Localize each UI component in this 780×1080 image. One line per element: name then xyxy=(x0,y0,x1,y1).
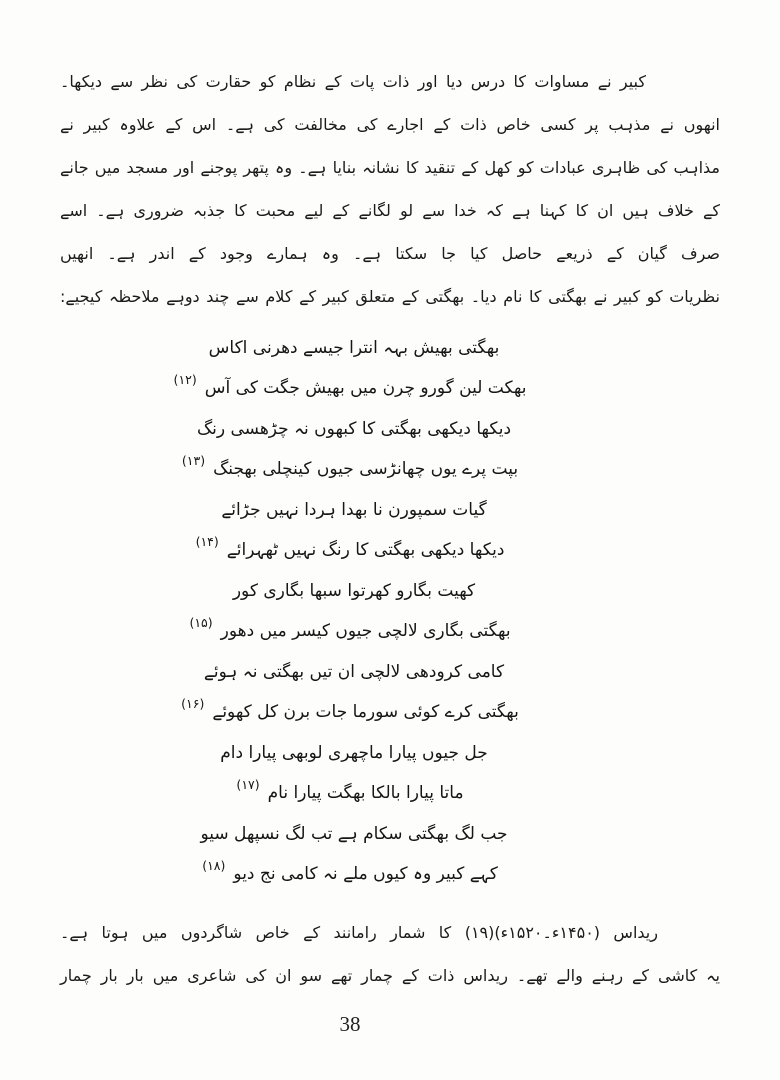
poem-text: بھگتی کرے کوئی سورما جات برن کل کھوئے xyxy=(212,702,519,722)
poem-line xyxy=(20,571,680,611)
poem-text: بھکت لین گورو چرن میں بھیش جگت کی آس xyxy=(204,378,527,398)
poem-text: بپت پرے یوں چھانڑسی جیوں کینچلی بھجنگ xyxy=(213,459,519,479)
page-content xyxy=(60,60,720,997)
verse-ref: (۱۳) xyxy=(181,453,206,468)
poem-text: بھگتی بگاری لالچی جیوں کیسر میں دھور xyxy=(220,621,511,641)
poem-line xyxy=(20,328,680,368)
verse-ref: (۱۶) xyxy=(181,696,205,711)
verse-ref: (۱۷) xyxy=(236,777,260,792)
prose-line: یہ کاشی کے رہنے والے تھے۔ ریداس ذات کے چمار تھے سو ان کی شاعری میں بار بار چمار xyxy=(60,966,720,985)
verse-ref: (۱۲) xyxy=(173,372,197,387)
poem-text: بھگتی بھیش بہہ انترا جیسے دھرنی اکاس xyxy=(208,338,500,358)
poem-text: گیات سمپورن نا بھدا ہردا نہیں جڑائے xyxy=(221,500,487,520)
poem-line xyxy=(20,368,680,409)
poem-line xyxy=(20,854,680,895)
poem-line xyxy=(20,814,680,854)
prose-line: انھوں نے مذہب پر کسی خاص ذات کے اجارے کی مخالفت کی ہے۔ اس کے علاوہ کبیر نے xyxy=(60,115,720,134)
poem-line xyxy=(20,733,680,773)
poem-text: جل جیوں پیارا ماچھری لوبھی پیارا دام xyxy=(220,743,488,763)
poem-text: ماتا پیارا بالکا بھگت پیارا نام xyxy=(267,783,464,803)
prose-line: نظریات کو کبیر نے بھگتی کا نام دیا۔ بھگتی کے متعلق کبیر کے کلام سے چند دوہے ملاحظہ کیجیے: xyxy=(60,287,721,306)
poem-text: کامی کرودھی لالچی ان تیں بھگتی نہ ہوئے xyxy=(203,662,505,682)
poem-line xyxy=(20,490,680,530)
prose-line: مذاہب کی ظاہری عبادات کو کھل کے تنقید کا نشانہ بنایا ہے۔ وہ پتھر پوجنے اور مسجد میں جانے xyxy=(60,158,720,177)
poem-text: کہے کبیر وہ کیوں ملے نہ کامی نج دیو xyxy=(233,864,498,884)
poem-line xyxy=(20,652,680,692)
page-number: 38 xyxy=(339,1012,361,1036)
paragraph-raidas xyxy=(60,911,720,997)
poem-text: جب لگ بھگتی سکام ہے تب لگ نسپھل سیو xyxy=(200,824,508,844)
poem-text: کھیت بگارو کھرتوا سبھا بگاری کور xyxy=(232,581,476,601)
poem-line xyxy=(20,409,680,449)
verse-ref: (۱۸) xyxy=(202,858,226,873)
poem-line xyxy=(20,530,680,571)
poem-text: دیکھا دیکھی بھگتی کا کبھوں نہ چڑھسی رنگ xyxy=(196,419,512,439)
verse-ref: (۱۵) xyxy=(189,615,213,630)
prose-line: کے خلاف ہیں ان کا کہنا ہے کہ خدا سے لو لگانے کے لیے محبت کا جذبہ ضروری ہے۔ اسے xyxy=(60,201,720,220)
prose-line: ریداس (۱۴۵۰ء۔۱۵۲۰ء)(۱۹) کا شمار رامانند کے خاص شاگردوں میں ہوتا ہے۔ xyxy=(60,923,658,942)
poem-line xyxy=(20,449,680,490)
verse-ref: (۱۴) xyxy=(195,534,219,549)
prose-line: صرف گیان کے ذریعے حاصل کیا جا سکتا ہے۔ وہ ہمارے وجود کے اندر ہے۔ انھیں xyxy=(60,244,720,263)
poem-text: دیکھا دیکھی بھگتی کا رنگ نہیں ٹھہرائے xyxy=(226,540,505,560)
poem-line xyxy=(20,692,680,733)
kabir-doha-block xyxy=(20,328,680,895)
poem-line xyxy=(20,773,680,814)
prose-line: کبیر نے مساوات کا درس دیا اور ذات پات کے نظام کو حقارت کی نظر سے دیکھا۔ xyxy=(60,72,646,91)
poem-line xyxy=(20,611,680,652)
paragraph-intro xyxy=(60,60,720,318)
